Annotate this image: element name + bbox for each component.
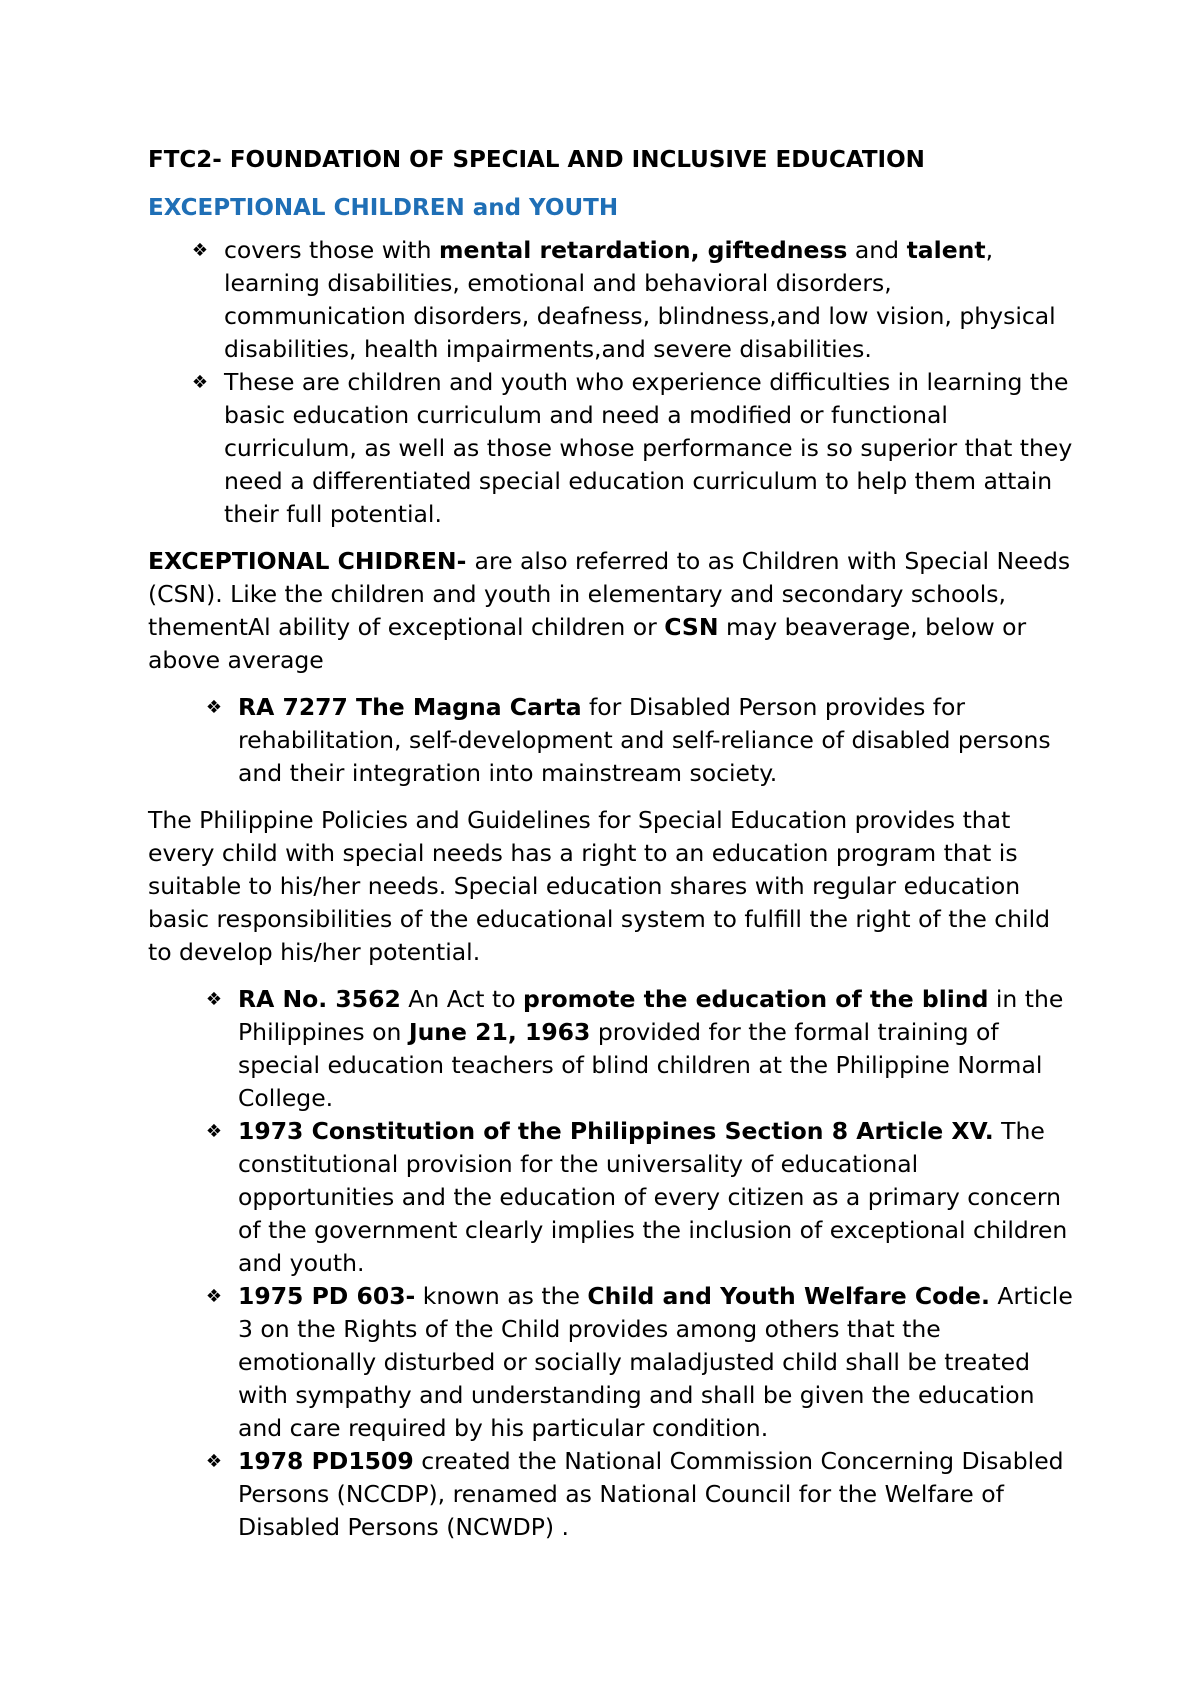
paragraph-policies: The Philippine Policies and Guidelines for Special Education provides that every child with special needs has a right to an education program that is suitable to his/her needs. Special education shares with regular education basic responsibilities of the educational system to fulfill the right of the child to develop his/her potential. (148, 806, 1051, 966)
diamond-bullet-icon: ❖ (205, 1121, 223, 1142)
document-body (148, 144, 1078, 1558)
list-item: ❖ RA No. 3562 An Act to promote the education of the blind in the Philippines on June 21, 1963 provided for the formal training of special education teachers of blind children at the Philippine Normal College. (148, 983, 1078, 1115)
diamond-bullet-icon: ❖ (191, 372, 209, 393)
list-item: ❖ These are children and youth who experience difficulties in learning the basic education curriculum and need a modified or functional curriculum, as well as those whose performance is so superior that they need a differentiated special education curriculum to help them attain their full potential. (148, 366, 1078, 531)
diamond-bullet-icon: ❖ (205, 1451, 223, 1472)
paragraph-exceptional-children: EXCEPTIONAL CHIDREN- are also referred to as Children with Special Needs (CSN). Like the children and youth in elementary and secondary schools, thementAl ability of exceptional children or CSN may beaverage, below or above average (148, 547, 1071, 674)
diamond-bullet-icon: ❖ (205, 697, 223, 718)
list-item: ❖ RA 7277 The Magna Carta for Disabled Person provides for rehabilitation, self-development and self-reliance of disabled persons and their integration into mainstream society. (148, 691, 1078, 790)
list-item: ❖ 1978 PD1509 created the National Commission Concerning Disabled Persons (NCCDP), renamed as National Council for the Welfare of Disabled Persons (NCWDP) . (148, 1445, 1078, 1544)
diamond-bullet-icon: ❖ (205, 989, 223, 1010)
definition-list (148, 234, 1078, 531)
law-list (148, 983, 1078, 1544)
document-title: FTC2- FOUNDATION OF SPECIAL AND INCLUSIVE EDUCATION (148, 147, 925, 173)
section-heading: EXCEPTIONAL CHILDREN and YOUTH (148, 195, 619, 221)
list-item: ❖ 1973 Constitution of the Philippines Section 8 Article XV. The constitutional provision for the universality of educational opportunities and the education of every citizen as a primary concern of the government clearly implies the inclusion of exceptional children and youth. (148, 1115, 1078, 1280)
list-item: ❖ covers those with mental retardation, giftedness and talent, learning disabilities, emotional and behavioral disorders, communication disorders, deafness, blindness,and low vision, physical disabilities, health impairments,and severe disabilities. (148, 234, 1078, 366)
list-item: ❖ 1975 PD 603- known as the Child and Youth Welfare Code. Article 3 on the Rights of the Child provides among others that the emotionally disturbed or socially maladjusted child shall be treated with sympathy and understanding and shall be given the education and care required by his particular condition. (148, 1280, 1078, 1445)
diamond-bullet-icon: ❖ (191, 240, 209, 261)
diamond-bullet-icon: ❖ (205, 1286, 223, 1307)
law-list (148, 691, 1078, 790)
